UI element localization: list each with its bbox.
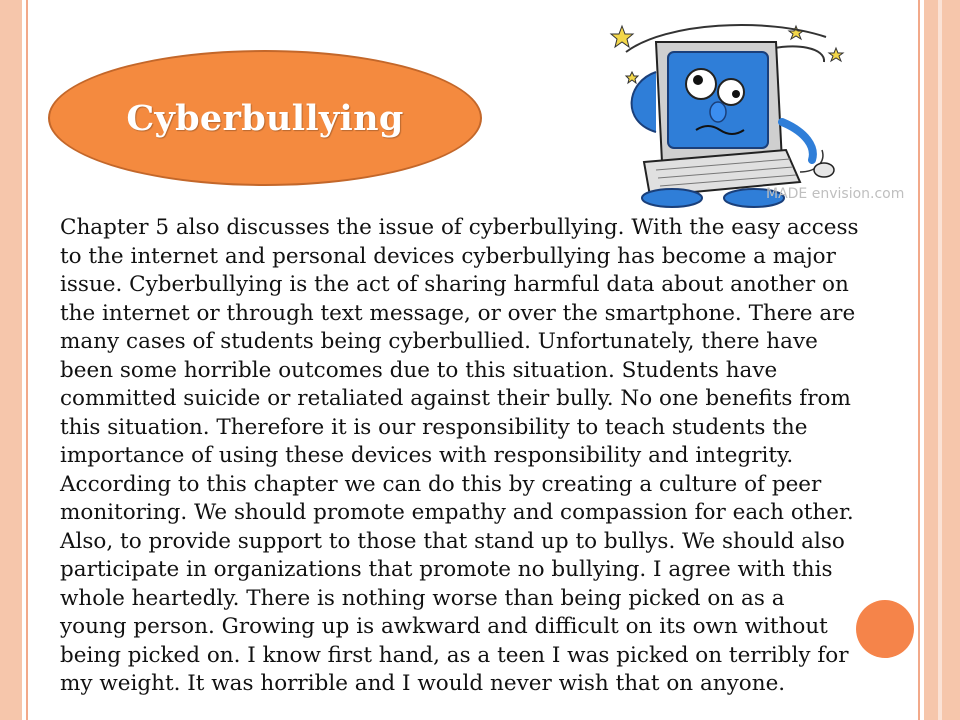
body-line: Also, to provide support to those that stand up to bullys. We should also — [60, 528, 845, 554]
slide-border-right-stripe — [938, 0, 942, 720]
body-line: participate in organizations that promote no bullying. I agree with this — [60, 557, 833, 582]
body-line: committed suicide or retaliated against their bully. No one benefits from — [60, 386, 851, 411]
body-line: been some horrible outcomes due to this situation. Students have — [60, 357, 778, 383]
decorative-dot — [856, 600, 914, 658]
body-line: young person. Growing up is awkward and difficult on its own without — [60, 614, 828, 639]
body-line: importance of using these devices with responsibility and integrity. — [60, 443, 794, 468]
body-line: my weight. It was horrible and I would never wish that on anyone. — [60, 671, 786, 696]
body-line: the internet or through text message, or over the smartphone. There are — [60, 300, 856, 326]
slide-border-left — [0, 0, 22, 720]
slide-border-left-line — [26, 0, 28, 720]
body-line: this situation. Therefore it is our responsibility to teach students the — [60, 414, 808, 440]
clipart-watermark: MADE envision.com — [766, 186, 905, 202]
slide-border-right-line — [918, 0, 920, 720]
body-line: issue. Cyberbullying is the act of sharing harmful data about another on — [60, 272, 849, 297]
body-paragraph — [60, 214, 910, 699]
body-line: many cases of students being cyberbullied. Unfortunately, there have — [60, 329, 818, 354]
title-ellipse — [48, 50, 482, 186]
body-line: being picked on. I know first hand, as a teen I was picked on terribly for — [60, 642, 849, 668]
slide-title: Cyberbullying — [126, 97, 404, 139]
body-line: Chapter 5 also discusses the issue of cyberbullying. With the easy access — [60, 215, 859, 240]
dizzy-computer-icon — [586, 12, 905, 208]
body-line: According to this chapter we can do this by creating a culture of peer — [60, 471, 822, 497]
body-line: monitoring. We should promote empathy and compassion for each other. — [60, 500, 854, 525]
body-line: to the internet and personal devices cyberbullying has become a major — [60, 243, 836, 269]
slide-border-right — [924, 0, 960, 720]
body-line: whole heartedly. There is nothing worse than being picked on as a — [60, 585, 785, 611]
